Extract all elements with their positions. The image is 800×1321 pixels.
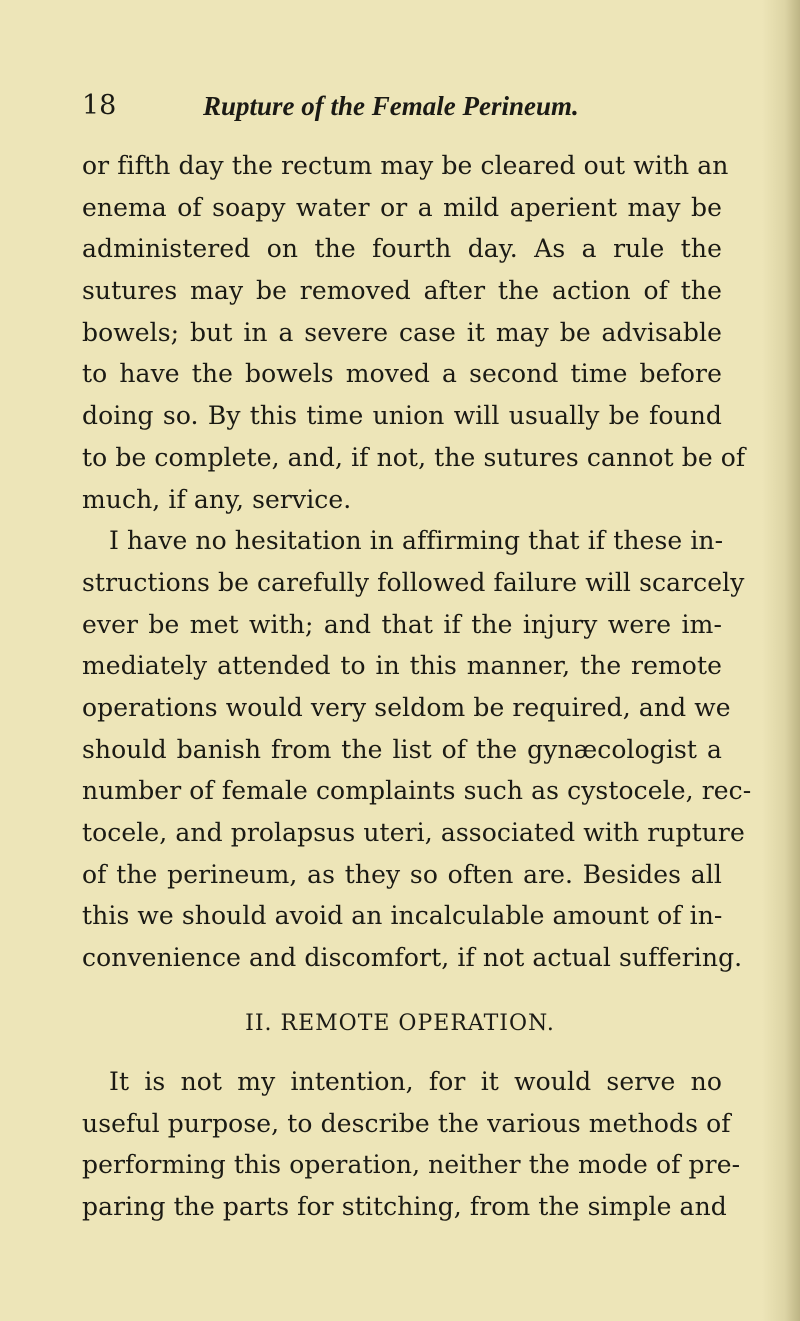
paragraph-2-line: mediately attended to in this manner, the remote — [82, 651, 722, 681]
paragraph-1-line: bowels; but in a severe case it may be advisable — [82, 317, 722, 347]
paragraph-1-line: enema of soapy water or a mild aperient may be — [82, 192, 722, 222]
paragraph-1-line: to be complete, and, if not, the sutures cannot be of — [82, 442, 746, 472]
paragraph-3-line: It is not my intention, for it would serve no — [109, 1067, 722, 1096]
paragraph-2-line: number of female complaints such as cystocele, rec- — [82, 776, 752, 806]
page-edge-shadow — [762, 0, 800, 1321]
paragraph-2-line: tocele, and prolapsus uteri, associated with rupture — [82, 818, 745, 847]
paragraph-2-line: convenience and discomfort, if not actual suffering. — [82, 943, 743, 973]
running-title: Rupture of the Female Perineum. — [203, 91, 579, 121]
paragraph-2-line: should banish from the list of the gynæcologist a — [82, 734, 722, 764]
paragraph-2-line: of the perineum, as they so often are. Besides all — [82, 859, 722, 889]
paragraph-3-line: paring the parts for stitching, from the simple and — [82, 1192, 727, 1222]
paragraph-3-line: useful purpose, to describe the various methods of — [82, 1108, 731, 1138]
page-header — [82, 88, 722, 128]
paragraph-1-line: to have the bowels moved a second time before — [82, 359, 722, 389]
paragraph-2-line: ever be met with; and that if the injury were im- — [82, 609, 722, 639]
paragraph-2-line: this we should avoid an incalculable amount of in- — [82, 901, 723, 931]
paragraph-2-line: operations would very seldom be required, and we — [82, 692, 731, 722]
paragraph-1-line: administered on the fourth day. As a rule the — [82, 234, 722, 264]
page-number: 18 — [82, 90, 117, 121]
paragraph-2-line: structions be carefully followed failure will scarcely — [82, 567, 745, 597]
paragraph-1-line: doing so. By this time union will usually be found — [82, 401, 722, 431]
paragraph-1-line: much, if any, service. — [82, 484, 352, 514]
paragraph-1-line: sutures may be removed after the action of the — [82, 276, 722, 306]
paragraph-2-line: I have no hesitation in affirming that if these in- — [109, 526, 724, 556]
body-text-upper — [82, 145, 752, 979]
section-heading: II. REMOTE OPERATION. — [245, 1011, 555, 1036]
body-text-lower — [82, 1061, 741, 1228]
paragraph-3-line: performing this operation, neither the mode of pre- — [82, 1150, 741, 1180]
paragraph-1-line: or fifth day the rectum may be cleared out with an — [82, 151, 729, 180]
